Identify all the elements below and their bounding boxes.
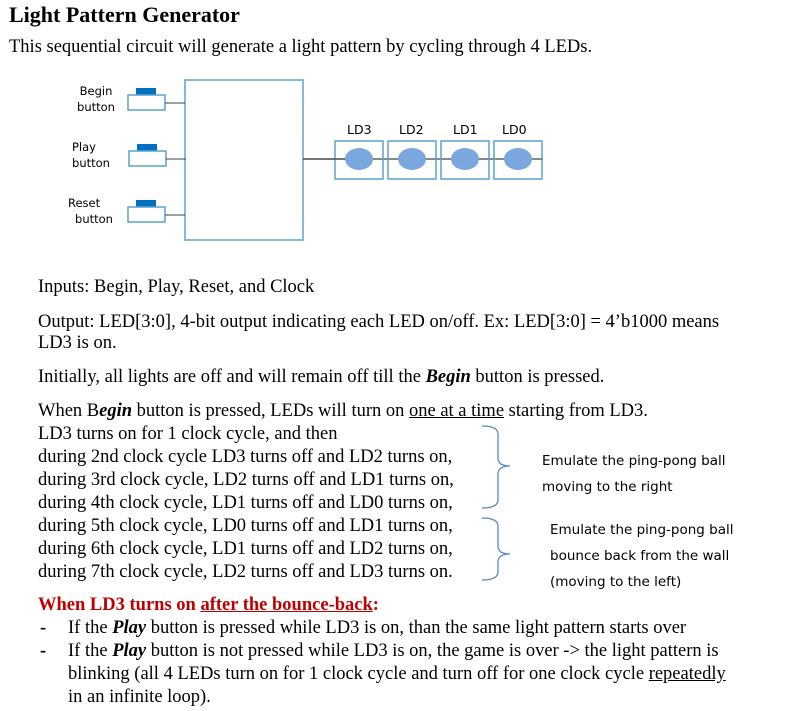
bullet-1-post: button is pressed while LD3 is on, than the same light pattern starts over [146, 618, 687, 638]
play-button-icon [129, 144, 186, 166]
bullet-2-text-line1 [68, 641, 719, 662]
bullet-1-text [68, 618, 686, 639]
bounce-heading-underlined: after the bounce-back [200, 595, 373, 615]
play-label-line2: button [72, 156, 110, 170]
led-label-ld0: LD0 [502, 122, 527, 137]
led-label-ld2: LD2 [399, 122, 424, 137]
state-machine-box [185, 80, 303, 240]
sequence-line-3: during 3rd clock cycle, LD2 turns off and LD1 turns on, [38, 470, 454, 490]
led-ld2-icon [388, 141, 436, 179]
brace-left-group-icon [482, 518, 510, 580]
bullet-2-text-line2 [68, 664, 726, 685]
led-ld3-icon [335, 141, 383, 179]
initially-post: button is pressed. [470, 367, 605, 387]
begin-button-icon [128, 88, 185, 110]
play-label-line1: Play [72, 140, 96, 154]
sequence-line-5: during 5th clock cycle, LD0 turns off and LD1 turns on, [38, 516, 453, 536]
bullet-2-play-emphasis: Play [112, 641, 147, 661]
note-moving-left-line1: Emulate the ping-pong ball [550, 522, 734, 538]
play-button-label [66, 139, 116, 171]
note-moving-left-line2: bounce back from the wall [550, 548, 730, 564]
when-begin-post: starting from LD3. [504, 401, 648, 421]
one-at-a-time-underlined: one at a time [409, 401, 505, 421]
initially-pre: Initially, all lights are off and will remain off till the [38, 367, 426, 387]
brace-right-group-icon [482, 426, 510, 508]
output-text-line1: Output: LED[3:0], 4-bit output indicating each LED on/off. Ex: LED[3:0] = 4’b1000 means [38, 312, 720, 332]
reset-button-label [68, 195, 120, 227]
when-begin-emphasis: egin [99, 401, 133, 421]
bullet-dash-2: - [40, 641, 47, 661]
bullet-1-play-emphasis: Play [112, 618, 147, 638]
led-ld0-icon [494, 141, 542, 179]
when-begin-mid: button is pressed, LEDs will turn on [132, 401, 409, 421]
when-begin-pre: When B [38, 401, 100, 421]
note-moving-right-line2: moving to the right [542, 479, 673, 495]
sequence-line-7: during 7th clock cycle, LD2 turns off and LD3 turns on. [38, 562, 453, 582]
repeatedly-underlined: repeatedly [648, 664, 726, 684]
bullet-1-pre: If the [68, 618, 113, 638]
begin-label-line2: button [77, 100, 115, 114]
initially-begin-emphasis: Begin [425, 367, 471, 387]
bounce-heading-pre: When LD3 turns on [38, 595, 201, 615]
reset-label-line1: Reset [68, 196, 101, 210]
intro-text: This sequential circuit will generate a light pattern by cycling through 4 LEDs. [9, 37, 593, 57]
bullet-2-text-line3: in an infinite loop). [68, 687, 211, 707]
sequence-line-1: LD3 turns on for 1 clock cycle, and then [38, 424, 338, 444]
bullet-2-line2-pre: blinking (all 4 LEDs turn on for 1 clock cycle and turn off for one clock cycle [68, 664, 649, 684]
bullet-dash-1: - [40, 618, 47, 638]
output-text-line2: LD3 is on. [38, 333, 117, 353]
led-ld1-icon [441, 141, 489, 179]
led-label-ld1: LD1 [453, 122, 478, 137]
bullet-2-pre: If the [68, 641, 113, 661]
curly-brace-icons [480, 420, 540, 590]
circuit-diagram [0, 0, 802, 270]
sequence-line-6: during 6th clock cycle, LD1 turns off and LD2 turns on, [38, 539, 453, 559]
bullet-2-post: button is not pressed while LD3 is on, the game is over -> the light pattern is [146, 641, 719, 661]
page-title: Light Pattern Generator [9, 2, 240, 27]
bounce-heading-post: : [372, 595, 379, 615]
inputs-text: Inputs: Begin, Play, Reset, and Clock [38, 277, 315, 297]
sequence-line-4: during 4th clock cycle, LD1 turns off and LD0 turns on, [38, 493, 453, 513]
begin-button-label [72, 83, 120, 115]
when-begin-text [38, 401, 648, 422]
sequence-line-2: during 2nd clock cycle LD3 turns off and LD2 turns on, [38, 447, 453, 467]
note-moving-right-line1: Emulate the ping-pong ball [542, 453, 726, 469]
initially-text [38, 367, 604, 388]
reset-label-line2: button [75, 212, 113, 226]
reset-button-icon [128, 200, 185, 222]
bounce-back-heading [38, 595, 379, 616]
begin-label-line1: Begin [79, 84, 113, 98]
note-moving-left-line3: (moving to the left) [550, 574, 682, 590]
led-label-ld3: LD3 [347, 122, 372, 137]
